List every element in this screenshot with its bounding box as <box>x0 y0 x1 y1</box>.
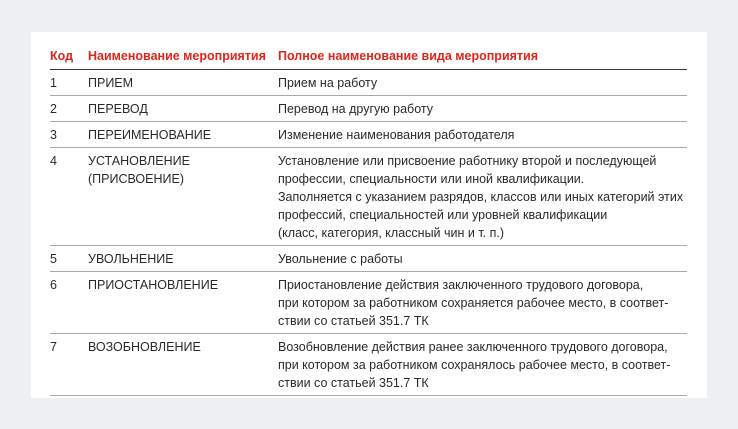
table-row <box>50 246 687 272</box>
row-name: ПЕРЕИМЕНОВАНИЕ <box>88 122 278 148</box>
header-name: Наименование мероприятия <box>88 46 278 70</box>
table-row <box>50 96 687 122</box>
row-full-line: Возобновление действия ранее заключенного трудового договора, <box>278 340 668 354</box>
row-full-line: профессий, специальностей или уровней квалификации <box>278 208 608 222</box>
row-full-line: ствии со статьей 351.7 ТК <box>278 376 429 390</box>
row-full-name <box>278 272 687 334</box>
table-row <box>50 334 687 396</box>
row-code: 6 <box>50 272 88 334</box>
row-full-line: при котором за работником сохранялось рабочее место, в соответ- <box>278 358 671 372</box>
table-header-row <box>50 46 687 70</box>
row-name: ПЕРЕВОД <box>88 96 278 122</box>
row-code: 7 <box>50 334 88 396</box>
row-name: ПРИОСТАНОВЛЕНИЕ <box>88 272 278 334</box>
row-code: 3 <box>50 122 88 148</box>
row-name-line: УСТАНОВЛЕНИЕ <box>88 154 190 168</box>
row-name: УВОЛЬНЕНИЕ <box>88 246 278 272</box>
table-row <box>50 148 687 246</box>
row-full-line: (класс, категория, классный чин и т. п.) <box>278 226 505 240</box>
row-full-name <box>278 148 687 246</box>
row-name: ВОЗОБНОВЛЕНИЕ <box>88 334 278 396</box>
row-full-line: Изменение наименования работодателя <box>278 128 515 142</box>
row-name <box>88 148 278 246</box>
header-code: Код <box>50 46 88 70</box>
table-row <box>50 272 687 334</box>
row-full-line: при котором за работником сохраняется рабочее место, в соответ- <box>278 296 669 310</box>
header-full-name: Полное наименование вида мероприятия <box>278 46 687 70</box>
row-full-line: ствии со статьей 351.7 ТК <box>278 314 429 328</box>
measures-table <box>50 46 687 396</box>
row-full-name <box>278 246 687 272</box>
table-row <box>50 122 687 148</box>
row-full-line: Прием на работу <box>278 76 378 90</box>
document-card <box>31 32 707 398</box>
row-full-line: Приостановление действия заключенного трудового договора, <box>278 278 644 292</box>
table-row <box>50 70 687 96</box>
row-name-line: (ПРИСВОЕНИЕ) <box>88 172 184 186</box>
row-full-name <box>278 334 687 396</box>
row-full-line: Установление или присвоение работнику второй и последующей <box>278 154 657 168</box>
row-full-name <box>278 96 687 122</box>
row-code: 2 <box>50 96 88 122</box>
row-full-line: Заполняется с указанием разрядов, классов или иных категорий этих <box>278 190 684 204</box>
row-code: 1 <box>50 70 88 96</box>
row-full-name <box>278 122 687 148</box>
row-full-name <box>278 70 687 96</box>
row-full-line: Увольнение с работы <box>278 252 403 266</box>
row-full-line: Перевод на другую работу <box>278 102 433 116</box>
row-full-line: профессии, специальности или иной квалификации. <box>278 172 585 186</box>
row-code: 5 <box>50 246 88 272</box>
row-code: 4 <box>50 148 88 246</box>
row-name: ПРИЕМ <box>88 70 278 96</box>
